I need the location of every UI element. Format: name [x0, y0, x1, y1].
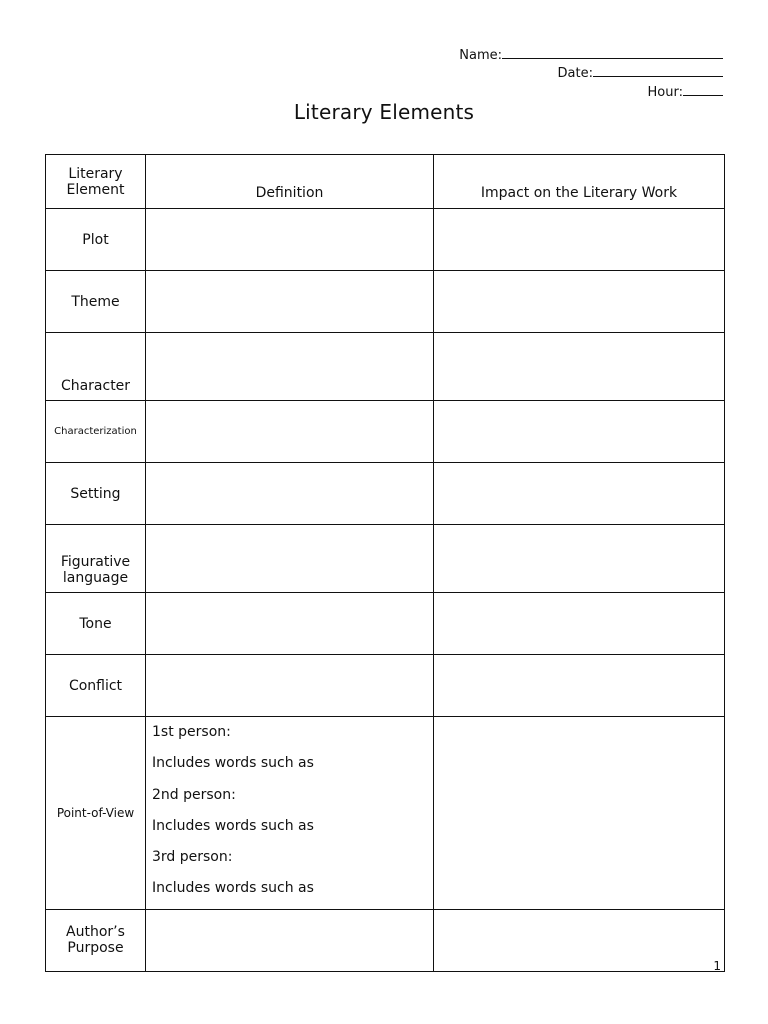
table-row [46, 463, 725, 525]
date-field[interactable] [558, 64, 723, 81]
pov-prompt: Includes words such as [152, 880, 314, 897]
element-label: Setting [46, 463, 146, 525]
element-label [46, 525, 146, 593]
definition-cell[interactable] [146, 909, 434, 971]
hour-field[interactable] [648, 83, 723, 100]
hour-line[interactable] [683, 83, 723, 96]
definition-cell[interactable] [146, 717, 434, 910]
definition-cell[interactable] [146, 209, 434, 271]
table-row [46, 209, 725, 271]
impact-cell[interactable] [434, 909, 725, 971]
table-header-row [46, 155, 725, 209]
header-definition: Definition [146, 155, 434, 209]
table-row [46, 655, 725, 717]
pov-prompt: 2nd person: [152, 786, 236, 803]
element-label-line: Purpose [67, 940, 124, 957]
table-row [46, 909, 725, 971]
impact-cell[interactable] [434, 525, 725, 593]
table-row [46, 593, 725, 655]
definition-cell[interactable] [146, 271, 434, 333]
table-row [46, 717, 725, 910]
literary-elements-table [45, 154, 725, 972]
element-label: Theme [46, 271, 146, 333]
element-label: Character [46, 333, 146, 401]
element-label: Plot [46, 209, 146, 271]
pov-prompt: 1st person: [152, 724, 231, 740]
header-literary-element [46, 155, 146, 209]
hour-label: Hour: [647, 85, 683, 100]
definition-cell[interactable] [146, 463, 434, 525]
impact-cell[interactable] [434, 209, 725, 271]
impact-cell[interactable] [434, 655, 725, 717]
element-label: Point-of-View [46, 717, 146, 910]
date-line[interactable] [593, 64, 723, 77]
definition-cell[interactable] [146, 401, 434, 463]
page-title: Literary Elements [293, 100, 475, 124]
element-label: Characterization [46, 401, 146, 463]
pov-prompt: 3rd person: [152, 849, 233, 866]
table-row [46, 525, 725, 593]
impact-cell[interactable] [434, 717, 725, 910]
pov-prompt: Includes words such as [152, 817, 314, 834]
page-number: 1 [713, 959, 721, 973]
definition-cell[interactable] [146, 655, 434, 717]
impact-cell[interactable] [434, 463, 725, 525]
table-row [46, 401, 725, 463]
element-label-line: Figurative [60, 554, 131, 570]
definition-cell[interactable] [146, 593, 434, 655]
definition-cell[interactable] [146, 333, 434, 401]
name-label: Name: [459, 48, 502, 63]
definition-cell[interactable] [146, 525, 434, 593]
element-label: Tone [46, 593, 146, 655]
date-label: Date: [557, 66, 593, 81]
header-impact: Impact on the Literary Work [434, 155, 725, 209]
name-field[interactable] [459, 46, 723, 63]
table-row [46, 271, 725, 333]
element-label [46, 909, 146, 971]
impact-cell[interactable] [434, 333, 725, 401]
element-label-line: language [62, 570, 129, 586]
impact-cell[interactable] [434, 401, 725, 463]
element-label: Conflict [46, 655, 146, 717]
header-line: Element [66, 181, 125, 198]
impact-cell[interactable] [434, 593, 725, 655]
element-label-line: Author’s [66, 924, 125, 941]
header-line: Literary [68, 165, 123, 182]
impact-cell[interactable] [434, 271, 725, 333]
table-row [46, 333, 725, 401]
name-line[interactable] [502, 46, 723, 59]
pov-prompt: Includes words such as [152, 755, 314, 772]
